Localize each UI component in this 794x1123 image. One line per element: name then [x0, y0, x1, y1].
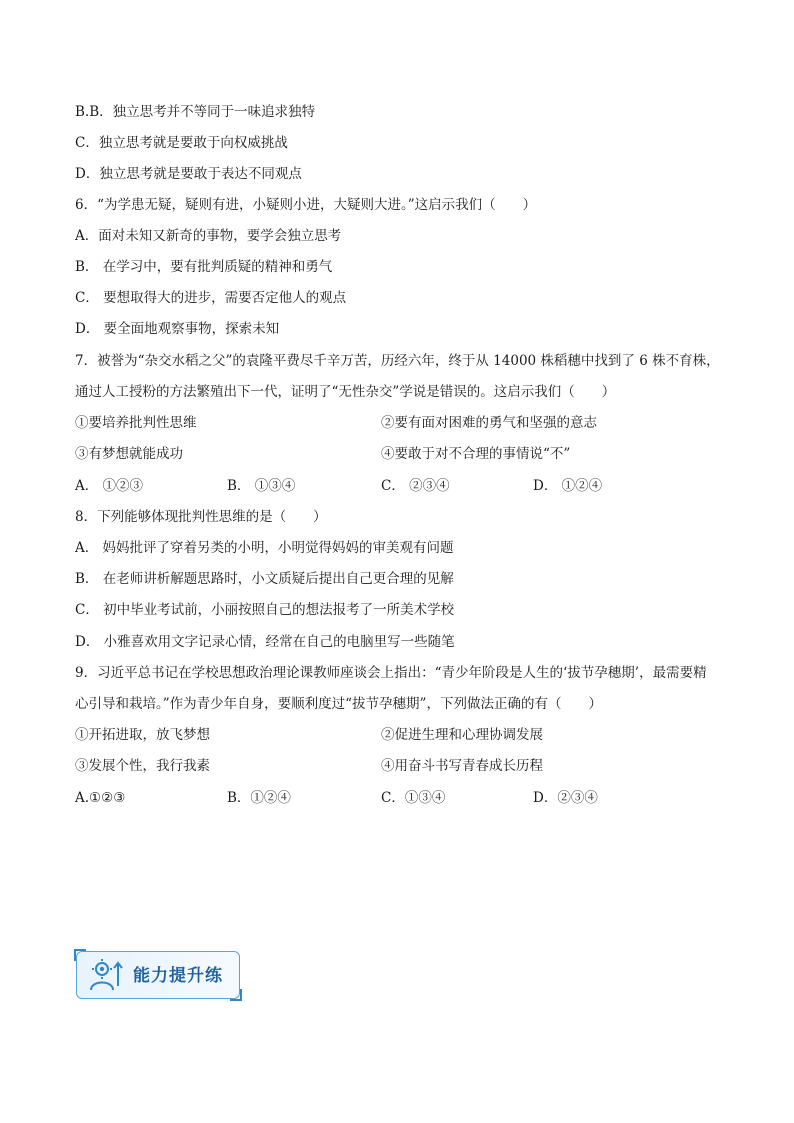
question-9-options	[75, 788, 735, 808]
question-9-statements-row2	[75, 756, 735, 776]
question-6-option-a: A．面对未知又新奇的事物，要学会独立思考	[75, 228, 342, 244]
question-7-statement-2: ②要有面对困难的勇气和坚强的意志	[381, 415, 597, 431]
question-9-option-c: C．①③④	[381, 790, 446, 806]
person-with-gear-icon	[85, 956, 125, 996]
option-c-prev: C．独立思考就是要敢于向权威挑战	[75, 135, 288, 151]
question-6-option-b: B． 在学习中，要有批判质疑的精神和勇气	[75, 259, 333, 275]
question-8-option-a: A． 妈妈批评了穿着另类的小明，小明觉得妈妈的审美观有问题	[75, 540, 454, 556]
question-9-statements-row1	[75, 725, 735, 745]
question-9-statement-4: ④用奋斗书写青春成长历程	[381, 758, 543, 774]
question-7-options	[75, 476, 735, 496]
question-7-stem-line2: 通过人工授粉的方法繁殖出下一代，证明了“无性杂交”学说是错误的。这启示我们（ ）	[75, 384, 616, 400]
question-8-stem: 8．下列能够体现批判性思维的是（ ）	[75, 509, 327, 525]
option-d-prev: D．独立思考就是要敢于表达不同观点	[75, 166, 302, 182]
question-7-statement-1: ①要培养批判性思维	[75, 415, 197, 431]
question-7-statements-row1	[75, 413, 735, 433]
question-9-stem-line1: 9．习近平总书记在学校思想政治理论课教师座谈会上指出：“青少年阶段是人生的‘拔节孕穗期’，最需要精	[75, 665, 707, 681]
question-7-statement-3: ③有梦想就能成功	[75, 446, 183, 462]
question-7-option-d: D． ①②④	[533, 478, 603, 494]
question-9-statement-1: ①开拓进取，放飞梦想	[75, 727, 210, 743]
question-6-option-d: D． 要全面地观察事物，探索未知	[75, 321, 280, 337]
question-7-statements-row2	[75, 444, 735, 464]
question-9-option-b: B．①②④	[227, 790, 291, 806]
question-7-statement-4: ④要敢于对不合理的事情说“不”	[381, 446, 571, 462]
question-9-option-a: A.①②③	[75, 790, 126, 806]
question-8-option-b: B． 在老师讲析解题思路时，小文质疑后提出自己更合理的见解	[75, 571, 454, 587]
badge-corner-br	[230, 989, 242, 1001]
question-6-option-c: C． 要想取得大的进步，需要否定他人的观点	[75, 290, 347, 306]
question-9-stem-line2: 心引导和栽培。”作为青少年自身，要顺利度过“拔节孕穗期”，下列做法正确的有（ ）	[75, 696, 602, 712]
question-7-option-b: B． ①③④	[227, 478, 296, 494]
question-7-option-a: A． ①②③	[75, 478, 144, 494]
option-b-prev: B.B．独立思考并不等同于一味追求独特	[75, 104, 316, 120]
question-9-option-d: D．②③④	[533, 790, 598, 806]
question-6-stem: 6．“为学患无疑，疑则有进，小疑则小进，大疑则大进。”这启示我们（ ）	[75, 197, 537, 213]
question-8-option-c: C． 初中毕业考试前，小丽按照自己的想法报考了一所美术学校	[75, 602, 455, 618]
question-8-option-d: D． 小雅喜欢用文字记录心情，经常在自己的电脑里写一些随笔	[75, 634, 455, 650]
badge-label: 能力提升练	[133, 966, 223, 986]
question-9-statement-2: ②促进生理和心理协调发展	[381, 727, 543, 743]
question-9-statement-3: ③发展个性，我行我素	[75, 758, 210, 774]
section-badge	[76, 951, 240, 999]
question-7-stem-line1: 7．被誉为“杂交水稻之父”的袁隆平费尽千辛万苦，历经六年，终于从 14000 株稻穗中找到了 6 株不育株，	[75, 353, 720, 369]
question-7-option-c: C． ②③④	[381, 478, 450, 494]
